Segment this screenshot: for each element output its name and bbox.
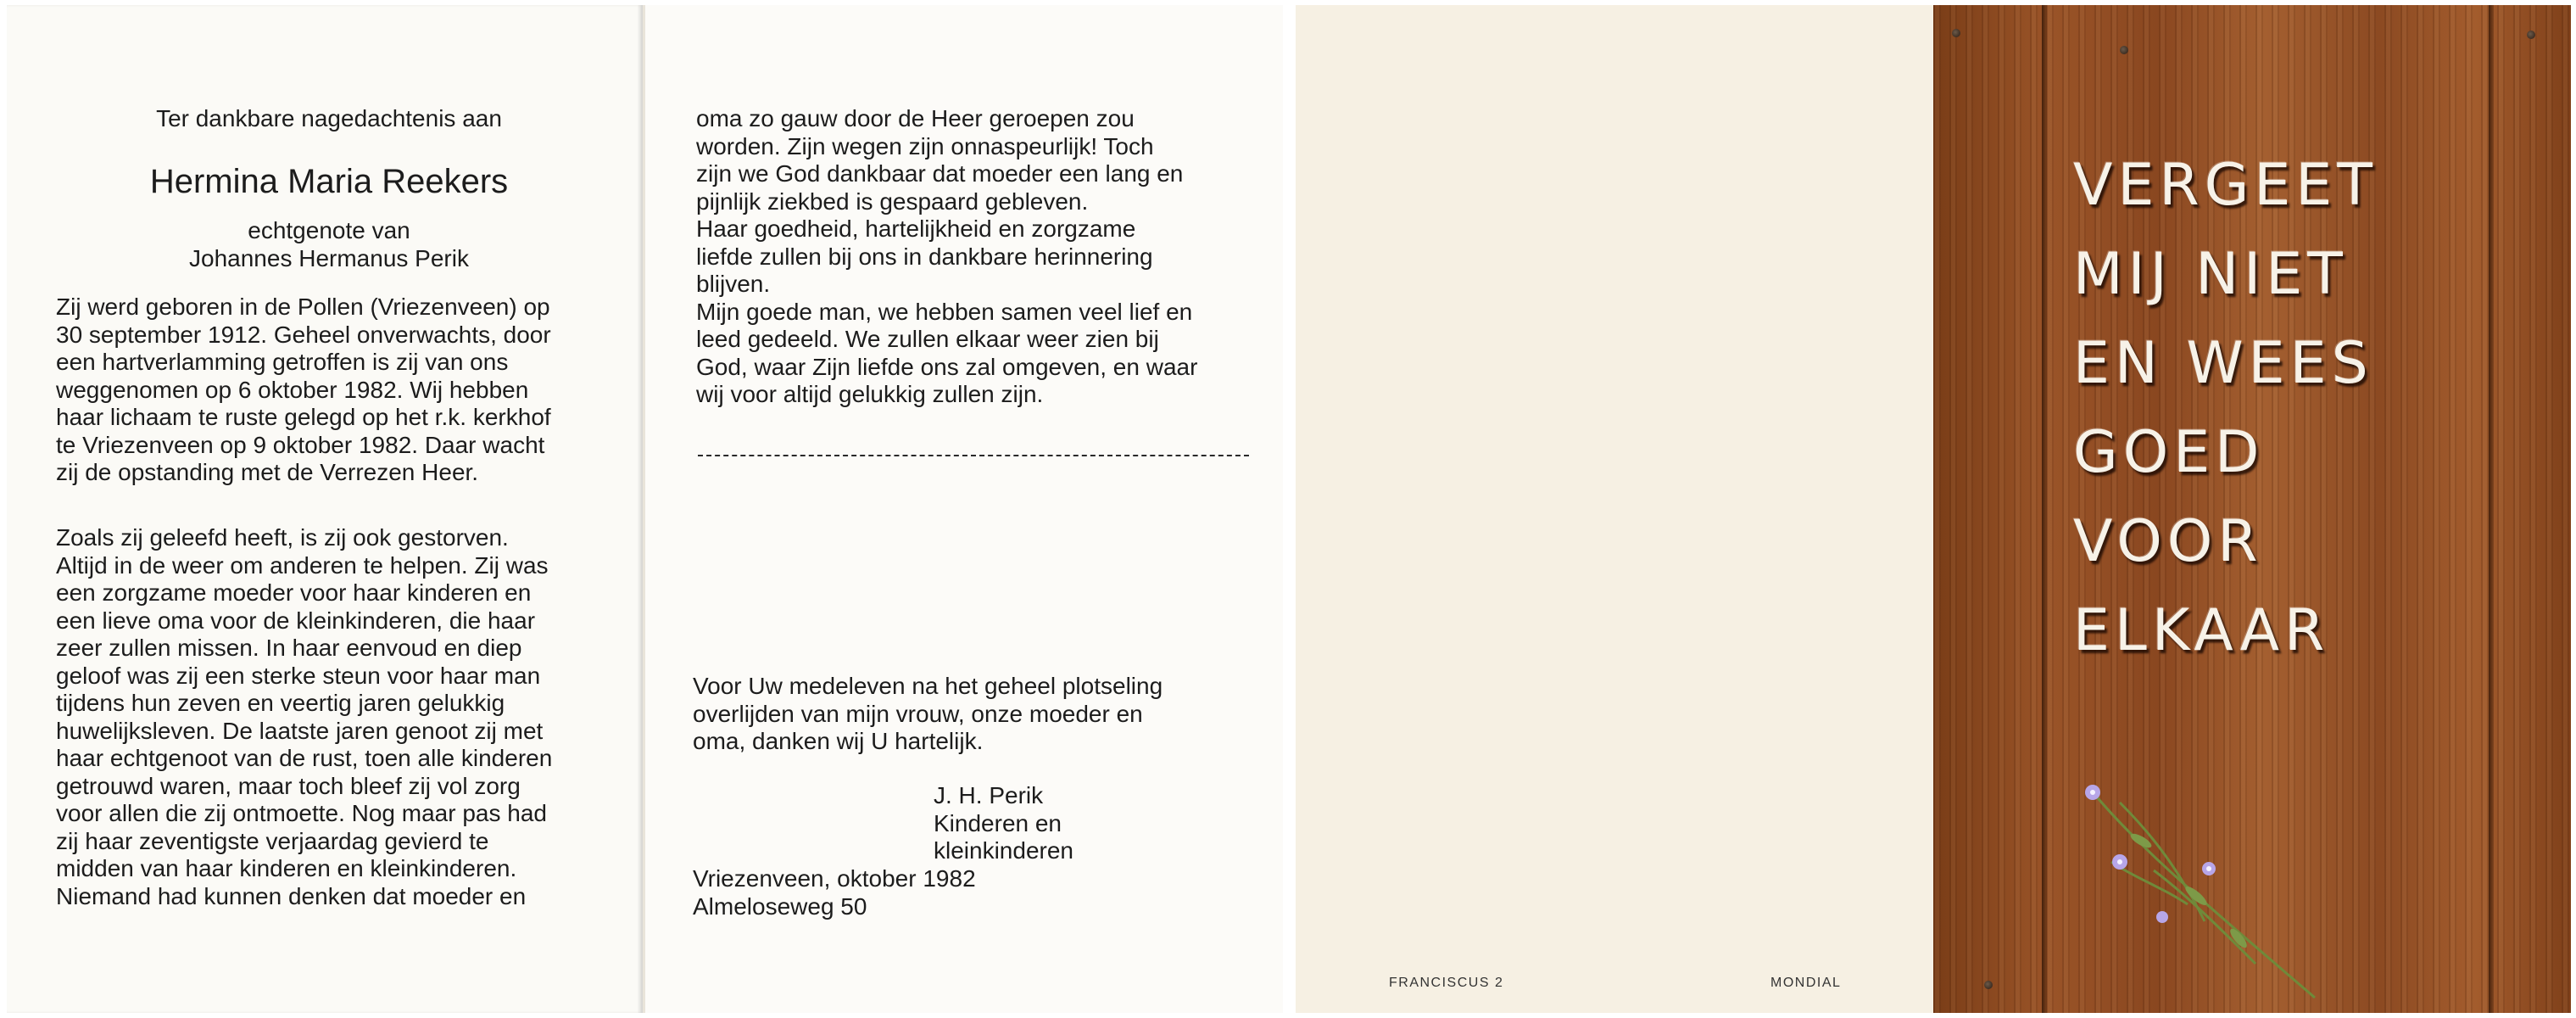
- address: Almeloseweg 50: [693, 892, 867, 920]
- spouse-label: echtgenote van: [248, 217, 410, 243]
- signature-line: Kinderen en: [934, 809, 1062, 836]
- back-outer-page: [1296, 5, 1933, 1013]
- publisher-code-label: FRANCISCUS 2: [1389, 976, 1504, 990]
- nail-icon: [1984, 981, 1993, 989]
- text-line: voor allen die zij ontmoette. Nog maar pas had: [56, 800, 547, 826]
- text-line: te Vriezenveen op 9 oktober 1982. Daar wacht: [56, 431, 545, 458]
- forget-me-not-flowers-icon: [2060, 769, 2349, 1006]
- text-line: liefde zullen bij ons in dankbare herinnering: [696, 243, 1153, 270]
- text-line: God, waar Zijn liefde ons zal omgeven, en waar: [696, 353, 1198, 380]
- text-line: getrouwd waren, maar toch bleef zij vol zorg: [56, 772, 521, 799]
- text-line: een hartverlamming getroffen is zij van ons: [56, 349, 509, 375]
- cover-slogan: [2073, 141, 2548, 675]
- text-line: huwelijksleven. De laatste jaren genoot zij met: [56, 717, 544, 744]
- text-line: Niemand had kunnen denken dat moeder en: [56, 882, 527, 909]
- text-line: geloof was zij een sterke steun voor haar man: [56, 662, 541, 689]
- slogan-line: GOED: [2073, 419, 2265, 486]
- slogan-line: VOOR: [2073, 508, 2263, 575]
- place-date: Vriezenveen, oktober 1982: [693, 865, 976, 892]
- deceased-name: Hermina Maria Reekers: [149, 163, 509, 200]
- text-line: een zorgzame moeder voor haar kinderen en: [56, 579, 532, 606]
- dashed-divider: [698, 455, 1249, 456]
- continuation-paragraph: [696, 105, 1256, 409]
- text-line: haar echtgenoot van de rust, toen alle kinderen: [56, 745, 553, 771]
- left-inner-page: [7, 5, 643, 1013]
- nail-icon: [1952, 29, 1960, 37]
- text-line: leed gedeeld. We zullen elkaar weer zien bij: [696, 326, 1159, 352]
- text-line: overlijden van mijn vrouw, onze moeder en: [693, 700, 1143, 727]
- text-line: een lieve oma voor de kleinkinderen, die haar: [56, 607, 536, 634]
- publisher-name-label: MONDIAL: [1770, 976, 1842, 990]
- plank-gap: [2042, 5, 2047, 1013]
- text-line: zijn we God dankbaar dat moeder een lang en: [696, 160, 1184, 187]
- text-line: Zij werd geboren in de Pollen (Vriezenveen) op: [56, 294, 550, 320]
- spouse-name: Johannes Hermanus Perik: [189, 245, 469, 271]
- front-cover-wood: [1933, 5, 2571, 1013]
- text-line: oma zo gauw door de Heer geroepen zou: [696, 105, 1135, 131]
- text-line: midden van haar kinderen en kleinkinderen.: [56, 855, 517, 881]
- signature-line: J. H. Perik: [934, 782, 1044, 808]
- text-line: Voor Uw medeleven na het geheel plotseling: [693, 673, 1163, 699]
- biography-paragraph: [56, 294, 616, 487]
- nail-icon: [2120, 46, 2128, 54]
- nail-icon: [2527, 31, 2535, 39]
- text-line: weggenomen op 6 oktober 1982. Wij hebben: [56, 376, 529, 403]
- life-paragraph: [56, 524, 616, 910]
- thanks-paragraph: [693, 673, 1256, 756]
- text-line: Mijn goede man, we hebben samen veel lief en: [696, 298, 1193, 325]
- text-line: worden. Zijn wegen zijn onnaspeurlijk! Toch: [696, 132, 1154, 159]
- signature-block: [934, 782, 1154, 865]
- text-line: Altijd in de weer om anderen te helpen. Zij was: [56, 551, 549, 579]
- text-line: tijdens hun zeven en veertig jaren gelukkig: [56, 690, 505, 716]
- signature-line: kleinkinderen: [934, 837, 1073, 864]
- slogan-line: VERGEET: [2073, 152, 2378, 219]
- text-line: Zoals zij geleefd heeft, is zij ook gestorven.: [56, 524, 509, 551]
- text-line: zeer zullen missen. In haar eenvoud en diep: [56, 635, 522, 661]
- text-line: blijven.: [696, 271, 771, 297]
- slogan-line: ELKAAR: [2073, 597, 2330, 664]
- slogan-line: MIJ NIET: [2073, 241, 2348, 308]
- text-line: Haar goedheid, hartelijkheid en zorgzame: [696, 215, 1136, 242]
- text-line: pijnlijk ziekbed is gespaard gebleven.: [696, 187, 1089, 215]
- place-and-address: [693, 865, 1117, 920]
- intro-text: Ter dankbare nagedachtenis aan: [156, 105, 502, 131]
- slogan-line: EN WEES: [2073, 330, 2373, 397]
- text-line: zij haar zeventigste verjaardag gevierd te: [56, 827, 489, 854]
- text-line: haar lichaam te ruste gelegd op het r.k. kerkhof: [56, 404, 551, 430]
- text-line: oma, danken wij U hartelijk.: [693, 728, 984, 754]
- text-line: wij voor altijd gelukkig zullen zijn.: [696, 381, 1044, 407]
- text-line: 30 september 1912. Geheel onverwachts, door: [56, 321, 551, 348]
- right-inner-page: [643, 5, 1283, 1013]
- text-line: zij de opstanding met de Verrezen Heer.: [56, 459, 479, 485]
